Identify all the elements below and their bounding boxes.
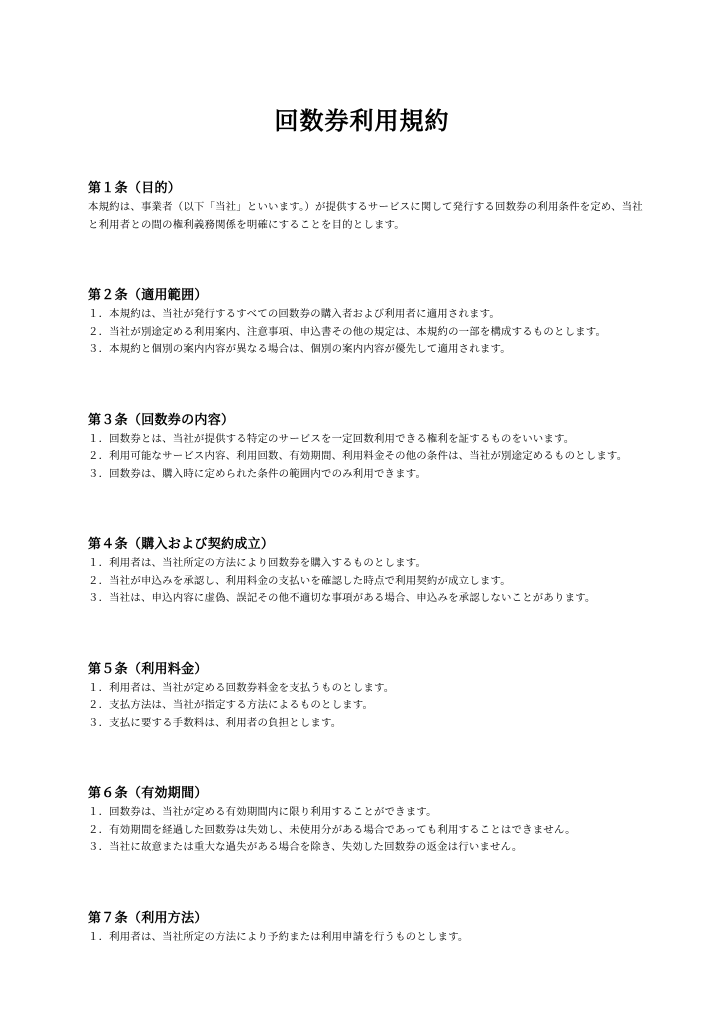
article-7 [88,909,648,947]
article-body [88,306,648,359]
article-paragraph: 本規約は、事業者（以下「当社」といいます。）が提供するサービスに関して発行する回数券の利用条件を定め、当社と利用者との間の権利義務関係を明確にすることを目的とします。 [88,201,643,231]
article-heading: 第５条（利用料金） [88,661,208,677]
article-paragraph: ２．当社が申込みを承認し、利用料金の支払いを確認した時点で利用契約が成立します。 [88,574,511,587]
article-paragraph: １．利用者は、当社所定の方法により予約または利用申請を行うものとします。 [88,930,469,943]
article-4 [88,535,648,608]
article-body [88,804,648,857]
article-paragraph: ３．当社は、申込内容に虚偽、誤記その他不適切な事項がある場合、申込みを承認しないことがあります。 [88,592,596,604]
article-paragraph: ３．支払に要する手数料は、利用者の負担とします。 [88,716,342,729]
article-paragraph: １．利用者は、当社所定の方法により回数券を購入するものとします。 [88,557,427,569]
article-paragraph: １．回数券は、当社が定める有効期間内に限り利用することができます。 [88,806,437,818]
article-paragraph: ３．当社に故意または重大な過失がある場合を除き、失効した回数券の返金は行いません。 [88,841,523,853]
article-2 [88,286,648,359]
article-paragraph: ３．本規約と個別の案内内容が異なる場合は、個別の案内内容が優先して適用されます。 [88,343,511,355]
article-paragraph: １．回数券とは、当社が提供する特定のサービスを一定回数利用できる権利を証するものをいいます。 [88,432,575,445]
article-body [88,680,648,733]
article-6 [88,784,648,857]
articles-list [88,179,648,946]
article-body [88,929,648,947]
article-heading: 第７条（利用方法） [88,910,208,926]
document-title: 回数券利用規約 [274,107,450,135]
article-body [88,431,648,484]
article-1 [88,179,648,234]
article-heading: 第３条（回数券の内容） [88,412,235,428]
article-body [88,555,648,608]
article-paragraph: ２．当社が別途定める利用案内、注意事項、申込書その他の規定は、本規約の一部を構成するものとします。 [88,325,607,338]
article-paragraph: ２．利用可能なサービス内容、利用回数、有効期間、利用料金その他の条件は、当社が別途定めるものとします。 [88,450,628,462]
article-body [88,199,648,234]
article-3 [88,411,648,484]
article-paragraph: ２．支払方法は、当社が指定する方法によるものとします。 [88,699,374,711]
article-heading: 第１条（目的） [88,181,182,196]
article-heading: 第４条（購入および契約成立） [88,537,275,552]
article-heading: 第６条（有効期間） [88,786,208,801]
article-paragraph: ３．回数券は、購入時に定められた条件の範囲内でのみ利用できます。 [88,467,427,480]
article-paragraph: １．本規約は、当社が発行するすべての回数券の購入者および利用者に適用されます。 [88,308,500,320]
article-heading: 第２条（適用範囲） [88,288,208,303]
article-5 [88,660,648,733]
article-paragraph: １．利用者は、当社が定める回数券料金を支払うものとします。 [88,681,395,694]
article-paragraph: ２．有効期間を経過した回数券は失効し、未使用分がある場合であっても利用することはできません。 [88,823,576,836]
